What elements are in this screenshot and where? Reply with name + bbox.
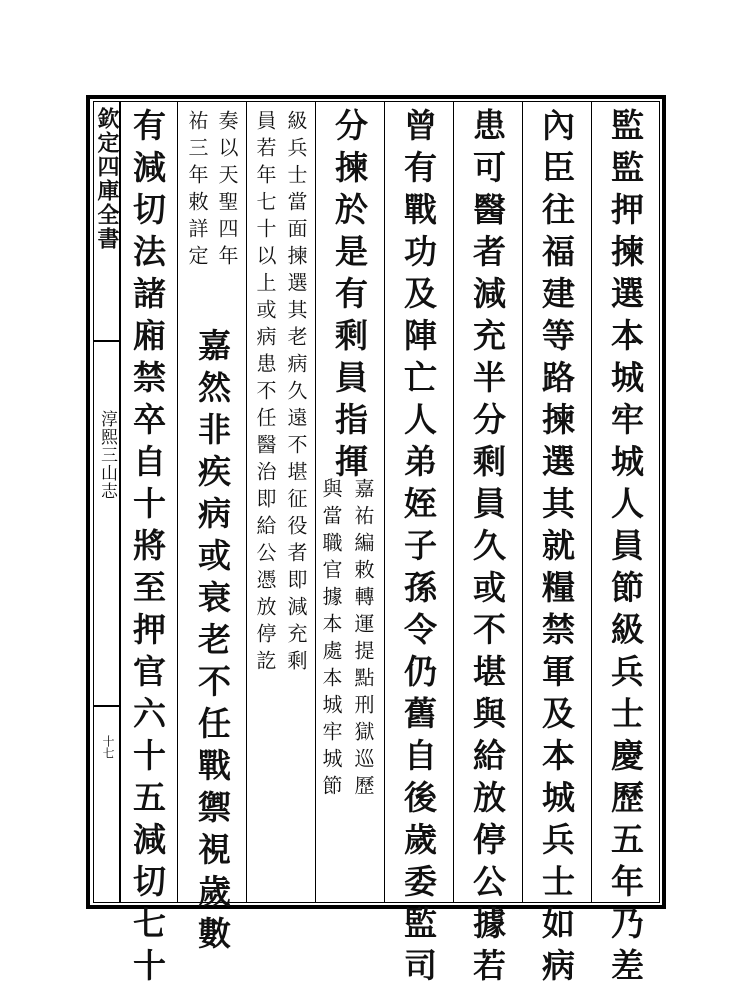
gutter-page-number: 十七 [101, 735, 115, 759]
gutter-book-title: 淳熙三山志 [97, 410, 117, 500]
column-rule [177, 101, 178, 903]
annotation-line: 級兵士當面揀選其老病久遠不堪征役者即減充剩 [284, 110, 308, 677]
text-column-8: 有減切法諸廂禁卒自十將至押官六十五減切七十 [128, 108, 167, 990]
gutter-divider [93, 705, 121, 707]
column-rule [453, 101, 454, 903]
annotation-line: 員若年七十以上或病患不任醫治即給公憑放停訖 [253, 110, 277, 677]
annotation-line: 奏以天聖四年 [215, 110, 239, 272]
gutter-series-title: 欽定四庫全書 [94, 107, 120, 251]
text-column-2: 內臣往福建等路揀選其就糧禁軍及本城兵士如病 [537, 108, 576, 990]
text-column-3: 患可醫者減充半分剩員久或不堪與給放停公據若 [468, 108, 507, 990]
column-rule [522, 101, 523, 903]
text-column-5: 分揀於是有剩員指揮 [330, 108, 369, 486]
annotation-line: 與當職官據本處本城牢城節 [319, 478, 343, 802]
column-rule [246, 101, 247, 903]
column-rule [591, 101, 592, 903]
annotation-line: 祐三年敕詳定 [185, 110, 209, 272]
gutter-divider [93, 340, 121, 342]
annotation-line: 嘉祐編敕轉運提點刑獄巡歷 [351, 478, 375, 802]
text-column-1: 監監押揀選本城牢城人員節級兵士慶歷五年乃差 [606, 108, 645, 990]
column-rule [384, 101, 385, 903]
text-column-4: 曾有戰功及陣亡人弟姪子孫令仍舊自後歲委監司 [399, 108, 438, 990]
column-rule [315, 101, 316, 903]
text-column-7: 嘉然非疾病或衰老不任戰禦視歲數 [193, 328, 232, 958]
